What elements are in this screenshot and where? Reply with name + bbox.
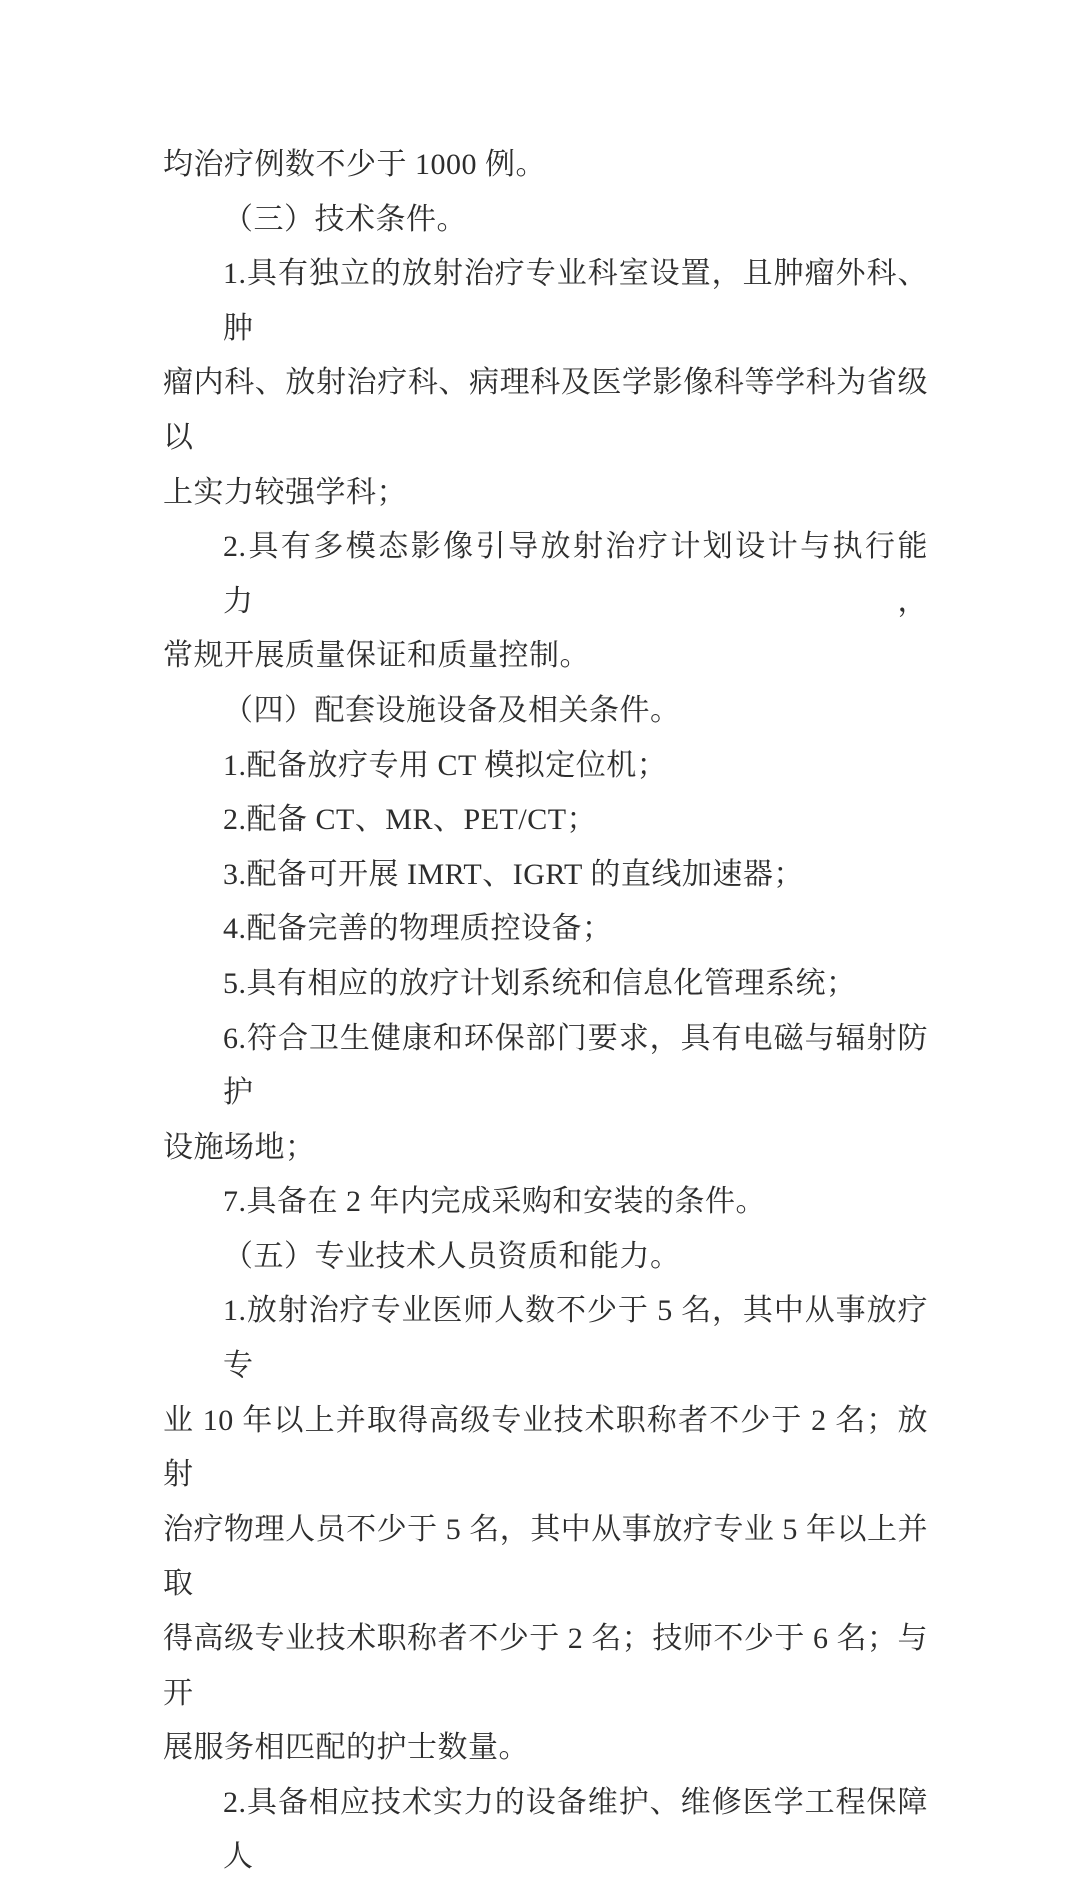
document-line: 上实力较强学科； xyxy=(163,475,407,509)
document-line: 常规开展质量保证和质量控制。 xyxy=(163,639,590,673)
document-line: 3.配备可开展 IMRT、IGRT 的直线加速器； xyxy=(223,857,804,891)
document-line: 均治疗例数不少于 1000 例。 xyxy=(163,148,546,181)
document-line: 7.具备在 2 年内完成采购和安装的条件。 xyxy=(223,1185,766,1219)
document-line: 治疗物理人员不少于 5 名，其中从事放疗专业 5 年以上并取 xyxy=(163,1512,928,1601)
document-line: 1.具有独立的放射治疗专业科室设置，且肿瘤外科、肿 xyxy=(223,257,928,345)
document-line: 5.具有相应的放疗计划系统和信息化管理系统； xyxy=(223,966,857,1000)
document-line: （三）技术条件。 xyxy=(223,202,467,236)
document-line: 2.配备 CT、MR、PET/CT； xyxy=(223,803,598,837)
document-line: 4.配备完善的物理质控设备； xyxy=(223,912,613,946)
document-line: （五）专业技术人员资质和能力。 xyxy=(223,1239,681,1273)
document-line: （四）配套设施设备及相关条件。 xyxy=(223,693,681,727)
document-line: 展服务相匹配的护士数量。 xyxy=(163,1731,529,1765)
document-text-block xyxy=(163,138,928,1885)
document-line: 2.具备相应技术实力的设备维护、维修医学工程保障人 xyxy=(223,1785,928,1874)
document-line: 6.符合卫生健康和环保部门要求，具有电磁与辐射防护 xyxy=(223,1021,928,1110)
document-line: 瘤内科、放射治疗科、病理科及医学影像科等学科为省级以 xyxy=(163,366,928,454)
document-line: 2.具有多模态影像引导放射治疗计划设计与执行能力， xyxy=(223,530,928,618)
document-line: 业 10 年以上并取得高级专业技术职称者不少于 2 名；放射 xyxy=(163,1403,928,1492)
document-line: 得高级专业技术职称者不少于 2 名；技师不少于 6 名；与开 xyxy=(163,1622,928,1710)
document-line: 1.放射治疗专业医师人数不少于 5 名，其中从事放疗专 xyxy=(223,1294,928,1383)
document-line: 设施场地； xyxy=(163,1130,316,1164)
document-line: 1.配备放疗专用 CT 模拟定位机； xyxy=(223,748,668,782)
